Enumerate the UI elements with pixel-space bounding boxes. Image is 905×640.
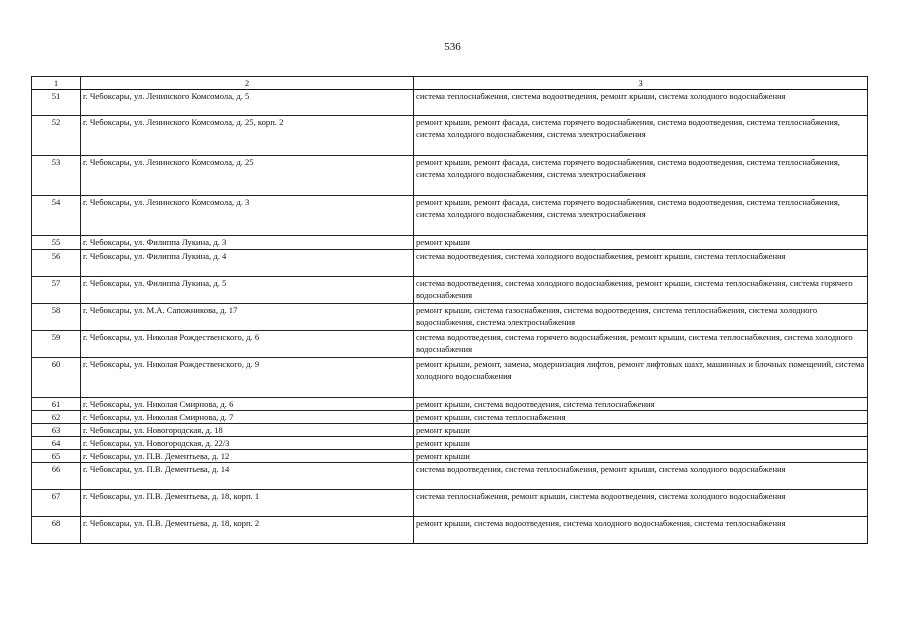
row-number-cell: 60 — [32, 358, 81, 398]
row-number-cell: 56 — [32, 250, 81, 277]
table-row — [32, 490, 868, 517]
address-cell: г. Чебоксары, ул. П.В. Дементьева, д. 18, корп. 2 — [81, 517, 414, 544]
works-cell: система теплоснабжения, ремонт крыши, система водоотведения, система холодного водоснабжения — [414, 490, 868, 517]
works-cell: система теплоснабжения, система водоотведения, ремонт крыши, система холодного водоснабжения — [414, 90, 868, 116]
page-number: 536 — [444, 41, 461, 53]
works-cell: ремонт крыши, система теплоснабжения — [414, 411, 868, 424]
row-number-cell: 53 — [32, 156, 81, 196]
table-row — [32, 236, 868, 250]
table-row — [32, 437, 868, 450]
works-cell: ремонт крыши — [414, 236, 868, 250]
row-number-cell: 61 — [32, 398, 81, 411]
works-cell: система водоотведения, система теплоснабжения, ремонт крыши, система холодного водоснабжения — [414, 463, 868, 490]
table-row — [32, 196, 868, 236]
address-cell: г. Чебоксары, ул. Ленинского Комсомола, д. 25 — [81, 156, 414, 196]
row-number-cell: 57 — [32, 277, 81, 304]
works-cell: система водоотведения, система холодного водоснабжения, ремонт крыши, система теплоснабжения, система горячего водоснабжения — [414, 277, 868, 304]
row-number-cell: 55 — [32, 236, 81, 250]
table-row — [32, 424, 868, 437]
row-number-cell: 62 — [32, 411, 81, 424]
table-row — [32, 398, 868, 411]
column-header-address: 2 — [81, 77, 414, 90]
works-cell: ремонт крыши, ремонт фасада, система горячего водоснабжения, система водоотведения, система теплоснабжения, система холодного водоснабжения, система электроснабжения — [414, 196, 868, 236]
address-cell: г. Чебоксары, ул. П.В. Дементьева, д. 12 — [81, 450, 414, 463]
works-cell: ремонт крыши, система водоотведения, система теплоснабжения — [414, 398, 868, 411]
table-row — [32, 517, 868, 544]
column-header-number: 1 — [32, 77, 81, 90]
works-cell: ремонт крыши — [414, 437, 868, 450]
table-header-row — [32, 77, 868, 90]
table-row — [32, 116, 868, 156]
works-cell: ремонт крыши, ремонт фасада, система горячего водоснабжения, система водоотведения, система теплоснабжения, система холодного водоснабжения, система электроснабжения — [414, 116, 868, 156]
address-cell: г. Чебоксары, ул. Новогородская, д. 22/3 — [81, 437, 414, 450]
works-cell: ремонт крыши, ремонт, замена, модернизация лифтов, ремонт лифтовых шахт, машинных и блочных помещений, система холодного водоснабжения — [414, 358, 868, 398]
table-row — [32, 156, 868, 196]
table-row — [32, 250, 868, 277]
table-body — [32, 90, 868, 544]
address-cell: г. Чебоксары, ул. Ленинского Комсомола, д. 5 — [81, 90, 414, 116]
row-number-cell: 63 — [32, 424, 81, 437]
address-cell: г. Чебоксары, ул. Николая Рождественского, д. 9 — [81, 358, 414, 398]
table-row — [32, 463, 868, 490]
address-cell: г. Чебоксары, ул. Филиппа Лукина, д. 4 — [81, 250, 414, 277]
row-number-cell: 68 — [32, 517, 81, 544]
address-cell: г. Чебоксары, ул. Новогородская, д. 18 — [81, 424, 414, 437]
works-cell: ремонт крыши, система газоснабжения, система водоотведения, система теплоснабжения, система холодного водоснабжения, система электроснабжения — [414, 304, 868, 331]
row-number-cell: 51 — [32, 90, 81, 116]
row-number-cell: 52 — [32, 116, 81, 156]
address-cell: г. Чебоксары, ул. М.А. Сапожникова, д. 17 — [81, 304, 414, 331]
row-number-cell: 58 — [32, 304, 81, 331]
works-cell: ремонт крыши, система водоотведения, система холодного водоснабжения, система теплоснабжения — [414, 517, 868, 544]
address-cell: г. Чебоксары, ул. Николая Смирнова, д. 7 — [81, 411, 414, 424]
works-cell: ремонт крыши — [414, 424, 868, 437]
address-cell: г. Чебоксары, ул. П.В. Дементьева, д. 14 — [81, 463, 414, 490]
works-cell: ремонт крыши — [414, 450, 868, 463]
row-number-cell: 64 — [32, 437, 81, 450]
table-row — [32, 277, 868, 304]
works-cell: система водоотведения, система холодного водоснабжения, ремонт крыши, система теплоснабжения — [414, 250, 868, 277]
table-row — [32, 90, 868, 116]
table-row — [32, 450, 868, 463]
row-number-cell: 66 — [32, 463, 81, 490]
row-number-cell: 65 — [32, 450, 81, 463]
works-cell: ремонт крыши, ремонт фасада, система горячего водоснабжения, система водоотведения, система теплоснабжения, система холодного водоснабжения, система электроснабжения — [414, 156, 868, 196]
row-number-cell: 59 — [32, 331, 81, 358]
row-number-cell: 67 — [32, 490, 81, 517]
row-number-cell: 54 — [32, 196, 81, 236]
column-header-works: 3 — [414, 77, 868, 90]
table-row — [32, 304, 868, 331]
address-cell: г. Чебоксары, ул. П.В. Дементьева, д. 18, корп. 1 — [81, 490, 414, 517]
table-row — [32, 331, 868, 358]
repair-works-table — [31, 76, 868, 544]
address-cell: г. Чебоксары, ул. Филиппа Лукина, д. 3 — [81, 236, 414, 250]
address-cell: г. Чебоксары, ул. Ленинского Комсомола, д. 25, корп. 2 — [81, 116, 414, 156]
works-cell: система водоотведения, система горячего водоснабжения, ремонт крыши, система теплоснабжения, система холодного водоснабжения — [414, 331, 868, 358]
table-row — [32, 358, 868, 398]
table-row — [32, 411, 868, 424]
address-cell: г. Чебоксары, ул. Николая Смирнова, д. 6 — [81, 398, 414, 411]
address-cell: г. Чебоксары, ул. Ленинского Комсомола, д. 3 — [81, 196, 414, 236]
address-cell: г. Чебоксары, ул. Филиппа Лукина, д. 5 — [81, 277, 414, 304]
address-cell: г. Чебоксары, ул. Николая Рождественского, д. 6 — [81, 331, 414, 358]
